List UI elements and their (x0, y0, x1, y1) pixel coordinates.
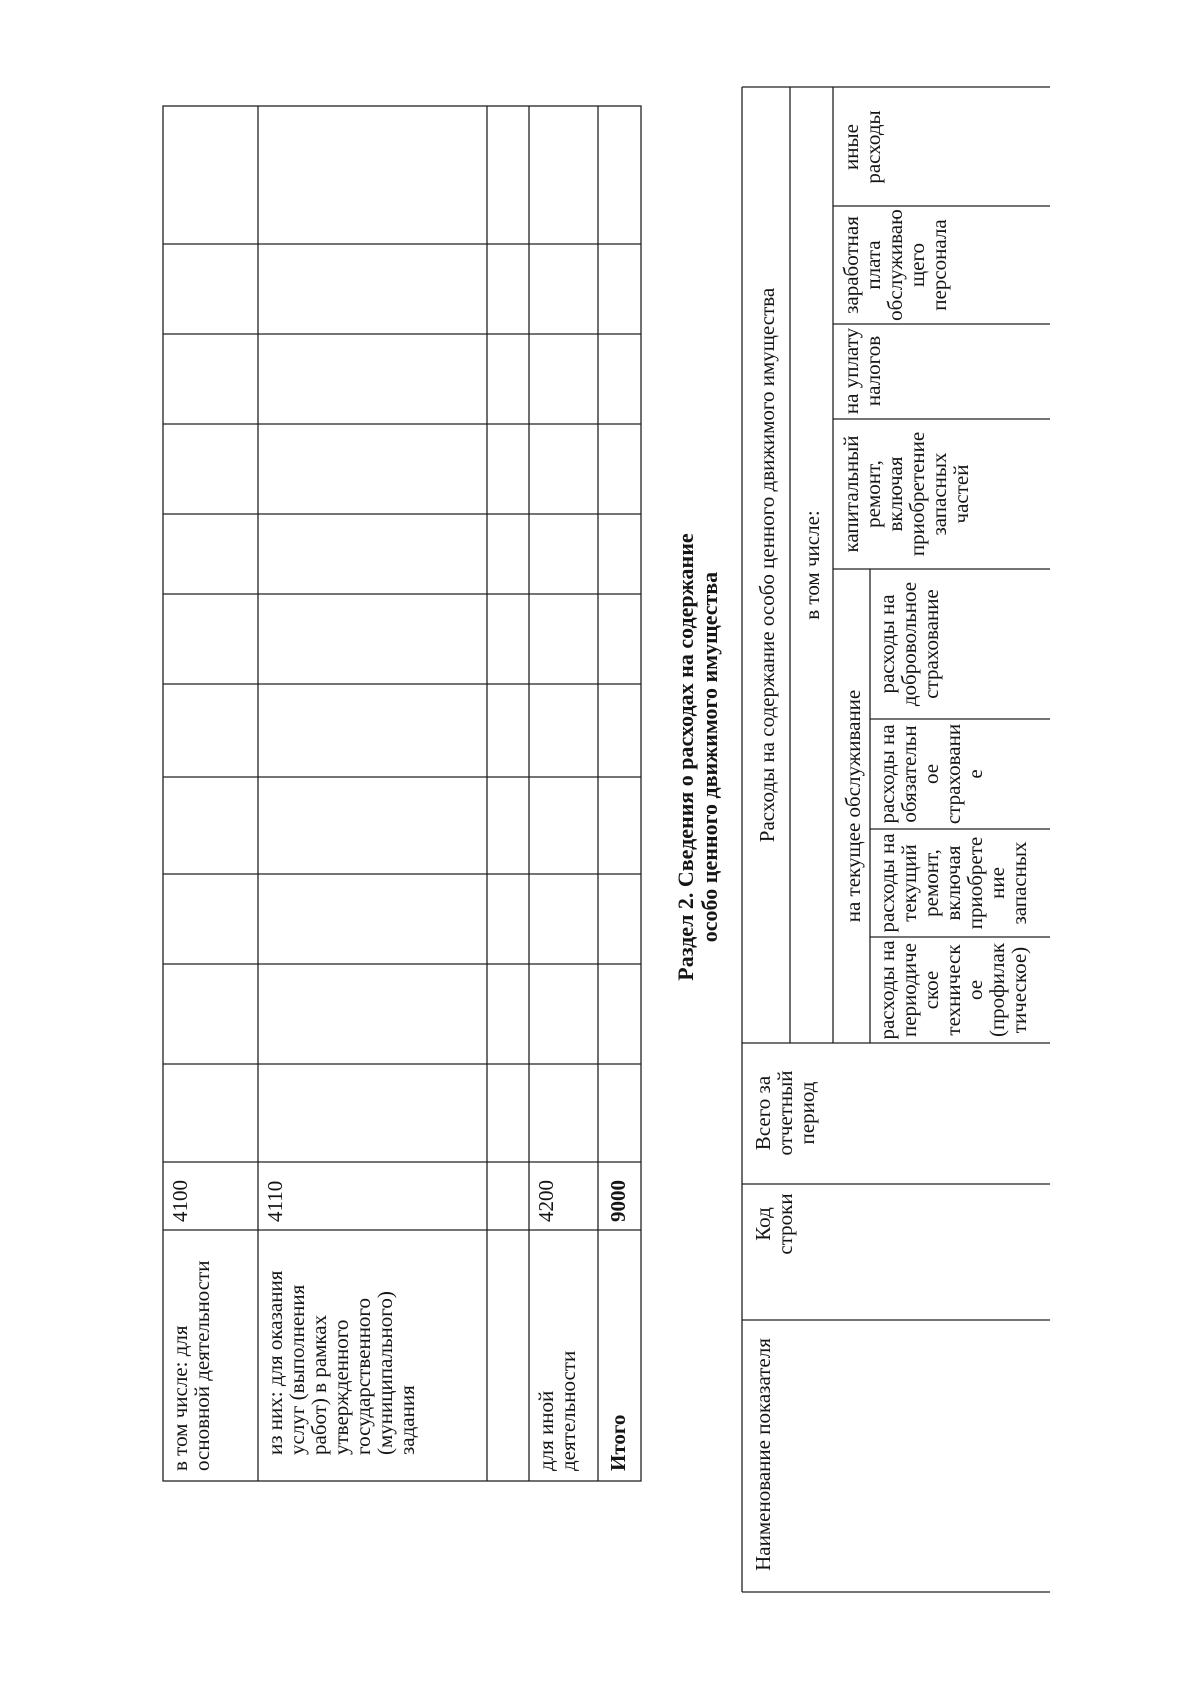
row-code-total: 9000 (606, 1180, 630, 1222)
row-label-other-activity: для иной деятельности (534, 1350, 580, 1471)
row-code: 4100 (168, 1180, 192, 1222)
header-current-service: на текущее обслуживание (841, 689, 865, 923)
row-code: 4110 (263, 1180, 287, 1222)
row-code: 4200 (534, 1180, 558, 1222)
header-taxes: на уплату налогов (839, 327, 885, 415)
header-capital-repair: капитальный ремонт, включая приобретение запасных частей (839, 431, 973, 557)
header-mandatory-insurance: расходы на обязательное страхование (875, 723, 987, 825)
header-including: в том числе: (800, 510, 824, 620)
header-total-period: Всего за отчетный период (751, 1070, 819, 1156)
header-staff-salary: заработная плата обслуживающего персонала (839, 209, 951, 321)
header-indicator-name: Наименование показателя (751, 1338, 775, 1571)
header-expenses-maintenance: Расходы на содержание особо ценного движимого имущества (755, 287, 779, 843)
header-other-expenses: иные расходы (839, 110, 885, 184)
row-label-total: Итого (606, 1414, 630, 1471)
header-voluntary-insurance: расходы на добровольное страхование (875, 581, 943, 707)
header-current-repair: расходы на текущий ремонт, включая приобретение запасных (875, 833, 1031, 933)
header-line-code: Код строки (751, 1193, 797, 1255)
header-periodic-maintenance: расходы на периодическое техническое (профилактическое) (875, 940, 1031, 1040)
row-label-state-assignment: из них: для оказания услуг (выполнения работ) в рамках утвержденного государственного (муниципального) задания (263, 1270, 419, 1455)
section2-title: Раздел 2. Сведения о расходах на содержание особо ценного движимого имущества (673, 533, 722, 981)
row-label-main-activity: в том числе: для основной деятельности (168, 1260, 214, 1471)
